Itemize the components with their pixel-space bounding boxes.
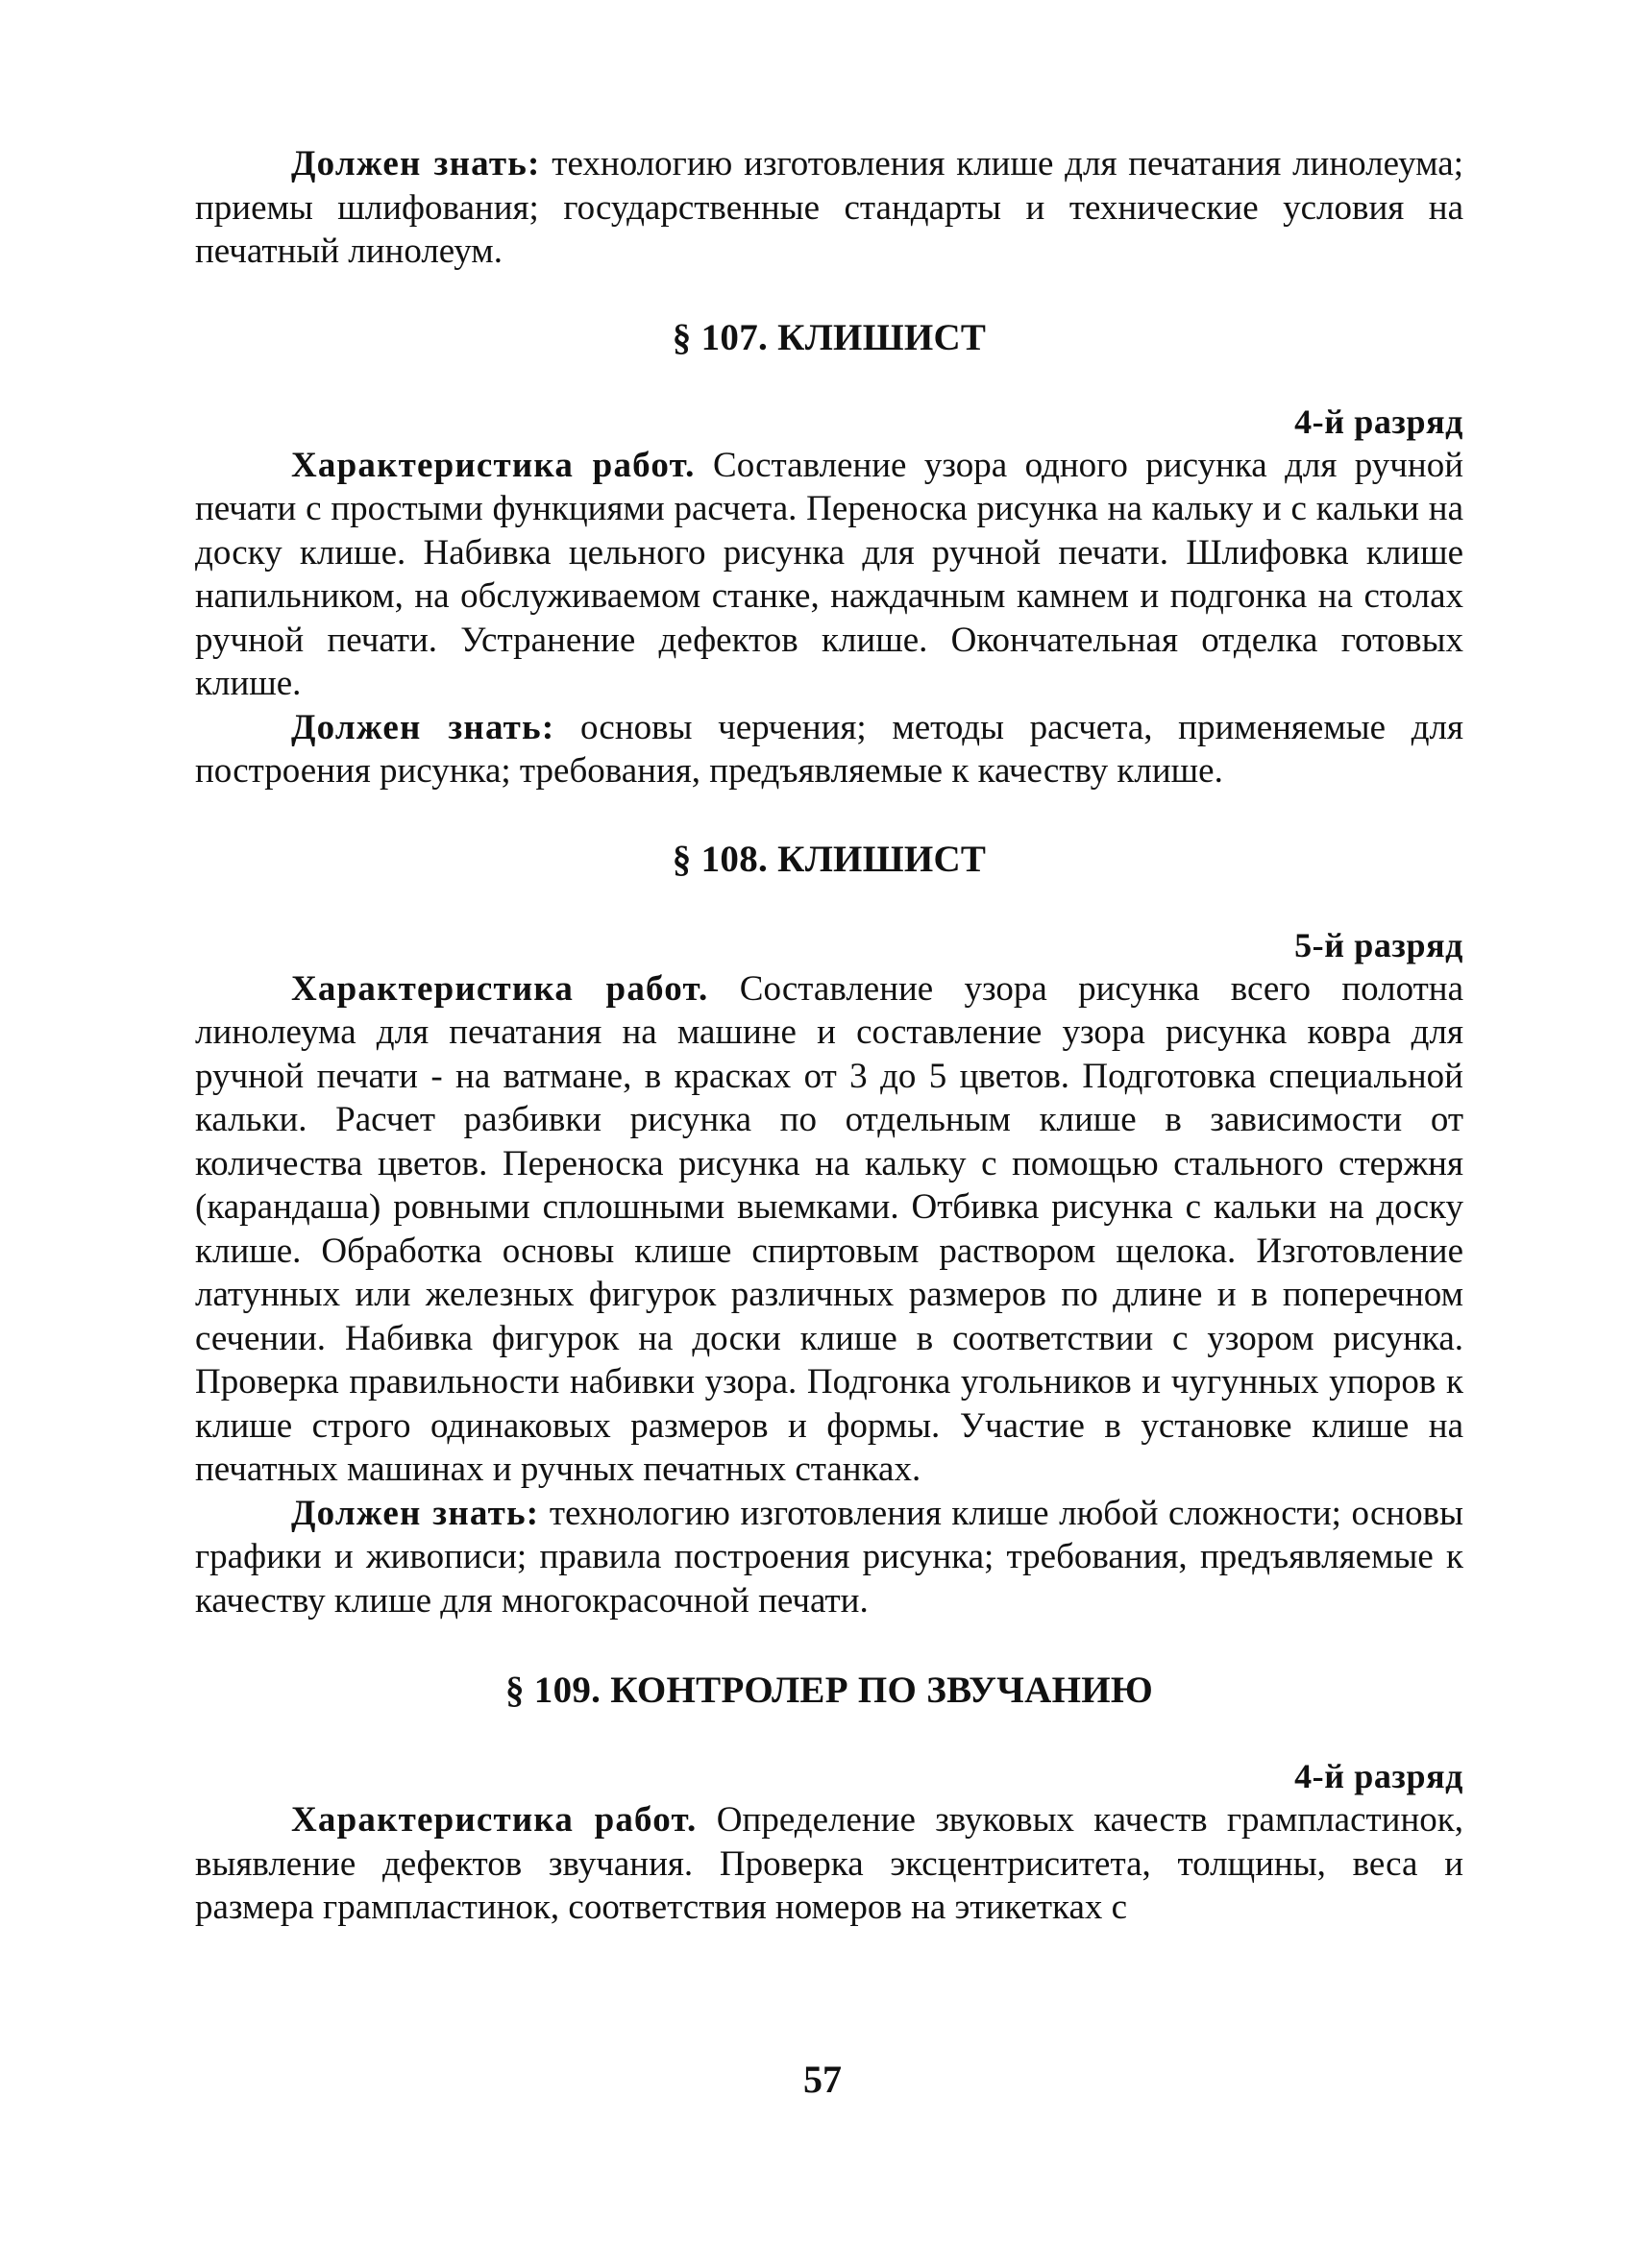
know-label: Должен знать: [291,144,541,183]
characteristics-text: Составление узора рисунка всего полотна линолеума для печатания на машине и составление узора рисунка ковра для ручной печати - на ватмане, в красках от 3 до 5 цветов. Подготовка специальной кальки. Расчет разбивки рисунка по отдельным клише в зависимости от количества цветов. Переноска рисунка на кальку с помощью стального стержня (карандаша) ровными сплошными выемками. Отбивка рисунка с кальки на доску клише. Обработка основы клише спиртовым раствором щелока. Изготовление латунных или железных фигурок различных размеров по длине и в поперечном сечении. Набивка фигурок на доски клише в соответствии с узором рисунка. Проверка правильности набивки узора. Подгонка угольников и чугунных упоров к клише строго одинаковых размеров и формы. Участие в установке клише на печатных машинах и ручных печатных станках. [195,968,1463,1489]
know-label: Должен знать: [291,707,555,747]
know-text: основы черчения; методы расчета, применяемые для построения рисунка; требования, предъявляемые к качеству клише. [195,707,1464,791]
know-text: технологию изготовления клише любой сложности; основы графики и живописи; правила построения рисунка; требования, предъявляемые к качеству клише для многокрасочной печати. [195,1493,1463,1621]
page-number: 57 [803,2058,842,2101]
must-know-paragraph [195,706,1463,793]
characteristics-label: Характеристика работ. [291,445,696,485]
must-know-paragraph [195,1492,1463,1623]
section-heading: § 109. КОНТРОЛЕР ПО ЗВУЧАНИЮ [504,1670,1154,1711]
intro-paragraph [195,142,1463,274]
grade-label: 4-й разряд [1294,402,1463,441]
document-page [195,142,1463,1930]
know-label: Должен знать: [291,1493,540,1533]
work-characteristics-paragraph [195,967,1463,1492]
know-text: технологию изготовления клише для печатания линолеума; приемы шлифования; государственные стандарты и технические условия на печатный линолеум. [195,144,1463,271]
characteristics-text: Составление узора одного рисунка для ручной печати с простыми функциями расчета. Переноска рисунка на кальку и с кальки на доску клише. Набивка цельного рисунка для ручной печати. Шлифовка клише напильником, на обслуживаемом станке, наждачным камнем и подгонка на столах ручной печати. Устранение дефектов клише. Окончательная отделка готовых клише. [195,445,1463,703]
characteristics-text: Определение звуковых качеств грампластинок, выявление дефектов звучания. Проверка эксцентриситета, толщины, веса и размера грампластинок, соответствия номеров на этикетках с [195,1800,1463,1927]
grade-label: 5-й разряд [1294,925,1463,964]
work-characteristics-paragraph [195,1798,1463,1930]
grade-label: 4-й разряд [1294,1757,1463,1795]
section-heading: § 108. КЛИШИСТ [672,838,987,880]
work-characteristics-paragraph [195,444,1463,706]
characteristics-label: Характеристика работ. [291,968,709,1009]
section-heading: § 107. КЛИШИСТ [672,316,987,358]
characteristics-label: Характеристика работ. [291,1800,698,1840]
